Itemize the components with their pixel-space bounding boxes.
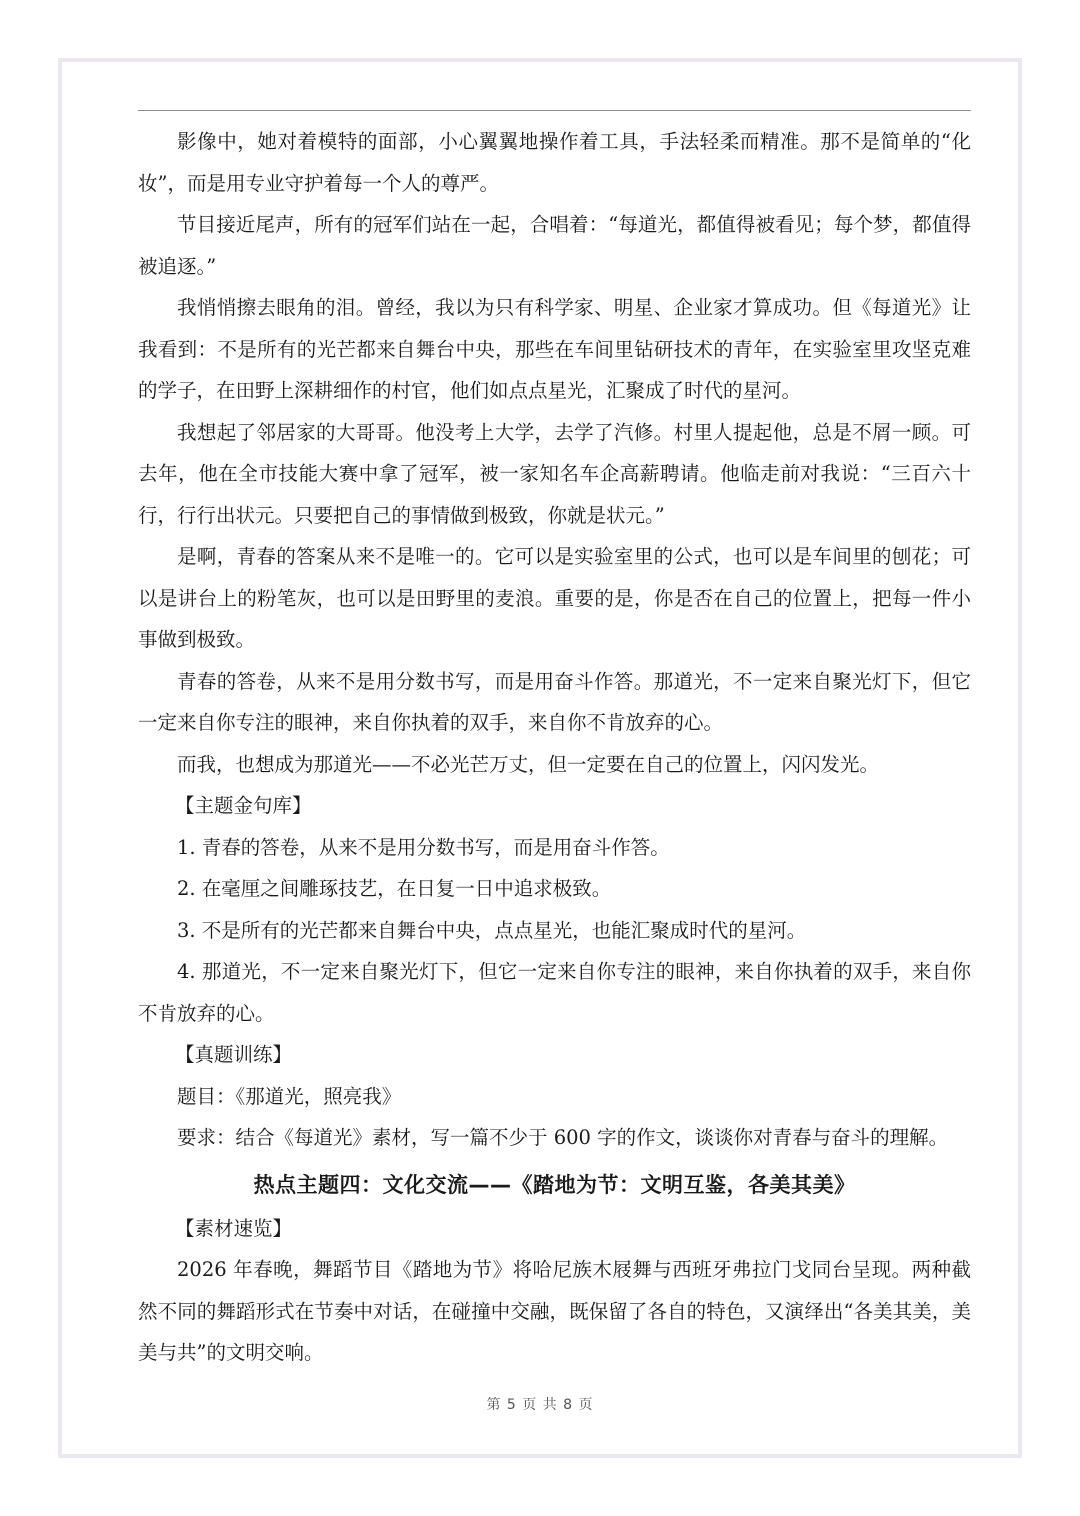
practice-heading: 【真题训练】	[175, 1043, 293, 1066]
body-paragraph: 而我，也想成为那道光——不必光芒万丈，但一定要在自己的位置上，闪闪发光。	[177, 752, 880, 776]
body-paragraph: 影像中，她对着模特的面部，小心翼翼地操作着工具，手法轻柔而精准。那不是简单的“化妆”，而是用专业守护着每一个人的尊严。	[138, 130, 971, 195]
material-paragraph: 2026 年春晚，舞蹈节目《踏地为节》将哈尼族木屐舞与西班牙弗拉门戈同台呈现。两种截然不同的舞蹈形式在节奏中对话，在碰撞中交融，既保留了各自的特色，又演绎出“各美其美，美美与共”的文明交响。	[138, 1258, 971, 1364]
practice-requirement: 要求：结合《每道光》素材，写一篇不少于 600 字的作文，谈谈你对青春与奋斗的理解。	[177, 1126, 949, 1149]
material-heading: 【素材速览】	[175, 1216, 293, 1240]
quote-item: 2. 在毫厘之间雕琢技艺，在日复一日中追求极致。	[177, 877, 612, 900]
body-paragraph: 青春的答卷，从来不是用分数书写，而是用奋斗作答。那道光，不一定来自聚光灯下，但它一定来自你专注的眼神，来自你执着的双手，来自你不肯放弃的心。	[138, 669, 971, 734]
quote-item: 4. 那道光，不一定来自聚光灯下，但它一定来自你专注的眼神，来自你执着的双手，来自你不肯放弃的心。	[138, 960, 971, 1025]
hot-topic-title: 热点主题四：文化交流——《踏地为节：文明互鉴，各美其美》	[253, 1172, 856, 1197]
page-number: 第 5 页 共 8 页	[486, 1397, 594, 1413]
body-paragraph: 我想起了邻居家的大哥哥。他没考上大学，去学了汽修。村里人提起他，总是不屑一顾。可去年，他在全市技能大赛中拿了冠军，被一家知名车企高薪聘请。他临走前对我说：“三百六十行，行行出状元。只要把自己的事情做到极致，你就是状元。”	[138, 420, 971, 527]
body-paragraph: 是啊，青春的答案从来不是唯一的。它可以是实验室里的公式，也可以是车间里的刨花；可以是讲台上的粉笔灰，也可以是田野里的麦浪。重要的是，你是否在自己的位置上，把每一件小事做到极致。	[138, 545, 971, 651]
document-body	[138, 121, 971, 1374]
body-paragraph: 节目接近尾声，所有的冠军们站在一起，合唱着：“每道光，都值得被看见；每个梦，都值得被追逐。”	[138, 213, 971, 278]
body-paragraph: 我悄悄擦去眼角的泪。曾经，我以为只有科学家、明星、企业家才算成功。但《每道光》让我看到：不是所有的光芒都来自舞台中央，那些在车间里钻研技术的青年，在实验室里攻坚克难的学子，在田野上深耕细作的村官，他们如点点星光，汇聚成了时代的星河。	[138, 296, 971, 402]
quotes-heading: 【主题金句库】	[175, 794, 312, 817]
quote-item: 1. 青春的答卷，从来不是用分数书写，而是用奋斗作答。	[177, 835, 670, 859]
quote-item: 3. 不是所有的光芒都来自舞台中央，点点星光，也能汇聚成时代的星河。	[177, 918, 807, 942]
practice-topic: 题目：《那道光，照亮我》	[177, 1084, 402, 1108]
header-rule	[138, 110, 971, 111]
